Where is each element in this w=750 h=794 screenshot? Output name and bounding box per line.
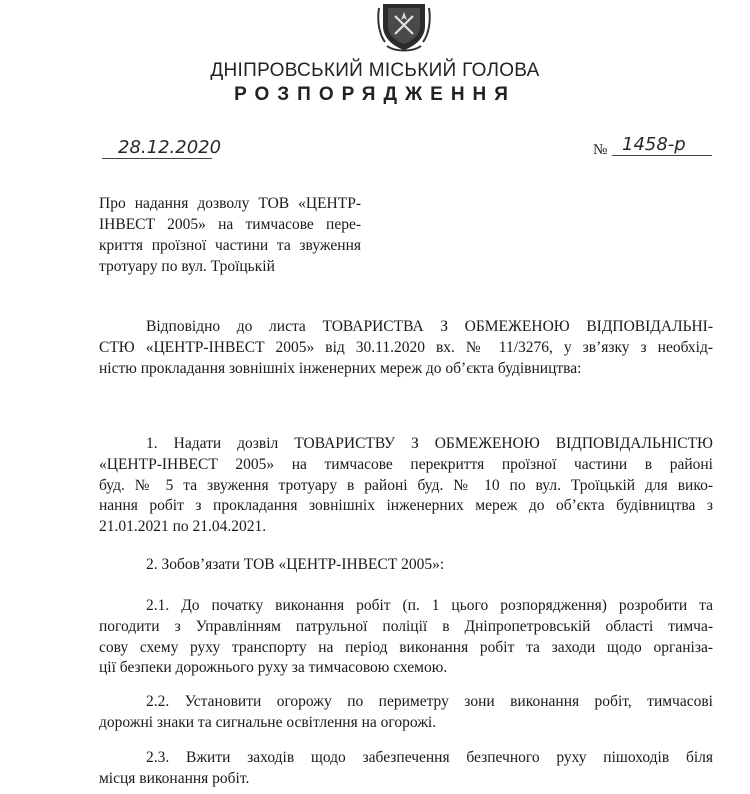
paragraph-line: 1. Надати дозвіл ТОВАРИСТВУ З ОБМЕЖЕНОЮ ВІДПОВІДАЛЬНІСТЮ [146,435,713,452]
subject-line: тротуару по вул. Троїцькій [99,258,275,275]
number-underline [612,155,712,156]
paragraph-line: СТЮ «ЦЕНТР-ІНВЕСТ 2005» від 30.11.2020 вх. № 11/3276, у зв’язку з необхід- [99,338,713,356]
item-2-2-paragraph [99,692,713,734]
subject-line: Про надання дозволу ТОВ «ЦЕНТР- [99,195,361,212]
document-type-title: РОЗПОРЯДЖЕННЯ [234,84,516,105]
paragraph-line: погодити з Управлінням патрульної поліції в Дніпропетровській області тимча- [99,617,713,635]
issuer-title: ДНІПРОВСЬКИЙ МІСЬКИЙ ГОЛОВА [210,60,540,81]
subject-line: ІНВЕСТ 2005» на тимчасове пере- [99,216,361,233]
paragraph-line: 21.01.2021 по 21.04.2021. [99,518,267,536]
item-2-paragraph [99,555,713,576]
paragraph-line: ції безпеки дорожнього руху за тимчасовою схемою. [99,659,448,677]
paragraph-line: буд. № 5 та звуження тротуару в районі буд. № 10 по вул. Троїцькій для вико- [99,476,713,494]
document-date: 28.12.2020 [118,137,222,158]
subject-line: криття проїзної частини та звуження [99,237,361,254]
paragraph-line: ністю прокладання зовнішніх інженерних мереж до об’єкта будівництва: [99,359,582,377]
paragraph-line: дорожні знаки та сигнальне освітлення на огорожі. [99,713,437,731]
number-label: № [593,142,608,158]
paragraph-line: 2.2. Установити огорожу по периметру зони виконання робіт, тимчасові [146,693,713,710]
item-2-1-paragraph [99,596,713,679]
item-1-paragraph [99,434,713,538]
paragraph-line: 2.1. До початку виконання робіт (п. 1 цього розпорядження) розробити та [146,597,713,614]
item-2-3-paragraph [99,748,713,790]
paragraph-line: 2.3. Вжити заходів щодо забезпечення безпечного руху пішоходів біля [146,749,713,766]
date-underline [102,158,212,159]
preamble-paragraph [99,317,713,379]
paragraph-line: сову схему руху транспорту на період виконання робіт та заходи щодо організа- [99,638,713,656]
document-number: 1458-р [622,134,686,155]
coat-of-arms-icon [377,0,431,54]
paragraph-line: Відповідно до листа ТОВАРИСТВА З ОБМЕЖЕНОЮ ВІДПОВІДАЛЬНІ- [146,318,713,335]
paragraph-line: 2. Зобов’язати ТОВ «ЦЕНТР-ІНВЕСТ 2005»: [146,556,445,573]
subject-block [99,193,361,277]
paragraph-line: місця виконання робіт. [99,769,250,787]
paragraph-line: «ЦЕНТР-ІНВЕСТ 2005» на тимчасове перекриття проїзної частини в районі [99,455,713,473]
paragraph-line: нання робіт з прокладання зовнішніх інженерних мереж до об’єкта будівництва з [99,497,713,515]
